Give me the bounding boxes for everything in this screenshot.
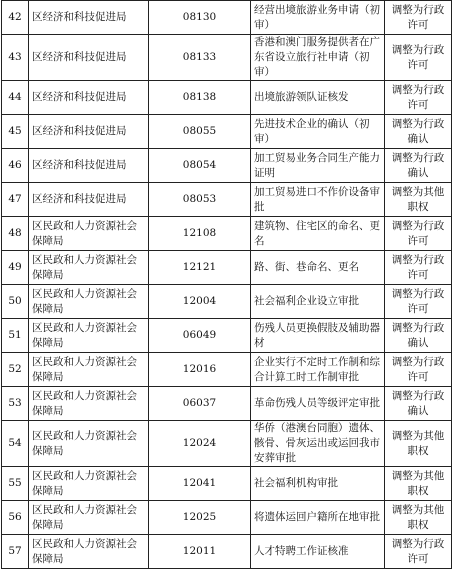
department-cell: 区民政和人力资源社会保障局	[29, 501, 149, 535]
item-name-cell: 革命伤残人员等级评定审批	[251, 387, 385, 421]
item-name-cell: 出境旅游领队证核发	[251, 81, 385, 115]
row-number: 49	[2, 251, 29, 285]
item-code-cell: 12024	[149, 421, 251, 467]
table-row	[2, 421, 452, 467]
department-cell: 区民政和人力资源社会保障局	[29, 285, 149, 319]
department-cell: 区民政和人力资源社会保障局	[29, 217, 149, 251]
table-row	[2, 467, 452, 501]
adjustment-cell: 调整为行政许可	[385, 35, 452, 81]
adjustment-cell: 调整为行政许可	[385, 251, 452, 285]
row-number: 44	[2, 81, 29, 115]
department-cell: 区经济和科技促进局	[29, 115, 149, 149]
adjustment-cell: 调整为行政许可	[385, 217, 452, 251]
item-code-cell: 12025	[149, 501, 251, 535]
item-name-cell: 加工贸易业务合同生产能力证明	[251, 149, 385, 183]
table-row	[2, 81, 452, 115]
department-cell: 区经济和科技促进局	[29, 149, 149, 183]
adjustment-cell: 调整为行政许可	[385, 285, 452, 319]
adjustment-cell: 调整为行政确认	[385, 149, 452, 183]
adjustment-cell: 调整为行政许可	[385, 353, 452, 387]
row-number: 55	[2, 467, 29, 501]
item-code-cell: 06037	[149, 387, 251, 421]
row-number: 52	[2, 353, 29, 387]
item-name-cell: 经营出境旅游业务申请（初审）	[251, 1, 385, 35]
item-code-cell: 12041	[149, 467, 251, 501]
adjustment-cell: 调整为行政许可	[385, 81, 452, 115]
table-row	[2, 115, 452, 149]
table-row	[2, 35, 452, 81]
department-cell: 区经济和科技促进局	[29, 81, 149, 115]
row-number: 46	[2, 149, 29, 183]
item-code-cell: 12108	[149, 217, 251, 251]
row-number: 51	[2, 319, 29, 353]
adjustment-cell: 调整为其他职权	[385, 183, 452, 217]
department-cell: 区民政和人力资源社会保障局	[29, 535, 149, 569]
department-cell: 区经济和科技促进局	[29, 1, 149, 35]
adjustment-cell: 调整为其他职权	[385, 421, 452, 467]
row-number: 56	[2, 501, 29, 535]
item-name-cell: 社会福利机构审批	[251, 467, 385, 501]
item-name-cell: 企业实行不定时工作制和综合计算工时工作制审批	[251, 353, 385, 387]
row-number: 54	[2, 421, 29, 467]
department-cell: 区经济和科技促进局	[29, 35, 149, 81]
table-row	[2, 183, 452, 217]
item-name-cell: 将遗体运回户籍所在地审批	[251, 501, 385, 535]
table-row	[2, 501, 452, 535]
adjustment-cell: 调整为其他职权	[385, 501, 452, 535]
table-row	[2, 353, 452, 387]
item-code-cell: 12121	[149, 251, 251, 285]
item-code-cell: 08130	[149, 1, 251, 35]
item-name-cell: 华侨（港澳台同胞）遗体、骸骨、骨灰运出或运回我市安葬审批	[251, 421, 385, 467]
item-code-cell: 08055	[149, 115, 251, 149]
row-number: 42	[2, 1, 29, 35]
table-row	[2, 319, 452, 353]
item-code-cell: 06049	[149, 319, 251, 353]
table-row	[2, 1, 452, 35]
adjustment-cell: 调整为其他职权	[385, 467, 452, 501]
department-cell: 区民政和人力资源社会保障局	[29, 387, 149, 421]
adjustment-cell: 调整为行政确认	[385, 115, 452, 149]
item-name-cell: 人才特聘工作证核准	[251, 535, 385, 569]
row-number: 43	[2, 35, 29, 81]
item-code-cell: 08138	[149, 81, 251, 115]
adjustment-cell: 调整为行政确认	[385, 387, 452, 421]
row-number: 48	[2, 217, 29, 251]
department-cell: 区民政和人力资源社会保障局	[29, 467, 149, 501]
item-code-cell: 12004	[149, 285, 251, 319]
item-name-cell: 路、街、巷命名、更名	[251, 251, 385, 285]
item-code-cell: 08133	[149, 35, 251, 81]
item-name-cell: 先进技术企业的确认（初审）	[251, 115, 385, 149]
item-name-cell: 加工贸易进口不作价设备审批	[251, 183, 385, 217]
table-row	[2, 285, 452, 319]
department-cell: 区民政和人力资源社会保障局	[29, 319, 149, 353]
department-cell: 区经济和科技促进局	[29, 183, 149, 217]
adjustment-cell: 调整为行政许可	[385, 535, 452, 569]
table-row	[2, 251, 452, 285]
table-row	[2, 535, 452, 569]
item-name-cell: 建筑物、住宅区的命名、更名	[251, 217, 385, 251]
row-number: 57	[2, 535, 29, 569]
item-code-cell: 12016	[149, 353, 251, 387]
item-code-cell: 12011	[149, 535, 251, 569]
department-cell: 区民政和人力资源社会保障局	[29, 421, 149, 467]
row-number: 50	[2, 285, 29, 319]
row-number: 53	[2, 387, 29, 421]
adjustment-cell: 调整为行政许可	[385, 1, 452, 35]
row-number: 47	[2, 183, 29, 217]
item-name-cell: 香港和澳门服务提供者在广东省设立旅行社申请（初审）	[251, 35, 385, 81]
adjustment-cell: 调整为行政确认	[385, 319, 452, 353]
item-code-cell: 08053	[149, 183, 251, 217]
department-cell: 区民政和人力资源社会保障局	[29, 251, 149, 285]
table-body	[2, 1, 452, 569]
table-row	[2, 387, 452, 421]
item-code-cell: 08054	[149, 149, 251, 183]
item-name-cell: 伤残人员更换假肢及辅助器材	[251, 319, 385, 353]
authority-adjustment-table	[1, 0, 452, 569]
table-row	[2, 149, 452, 183]
department-cell: 区民政和人力资源社会保障局	[29, 353, 149, 387]
table-row	[2, 217, 452, 251]
item-name-cell: 社会福利企业设立审批	[251, 285, 385, 319]
row-number: 45	[2, 115, 29, 149]
